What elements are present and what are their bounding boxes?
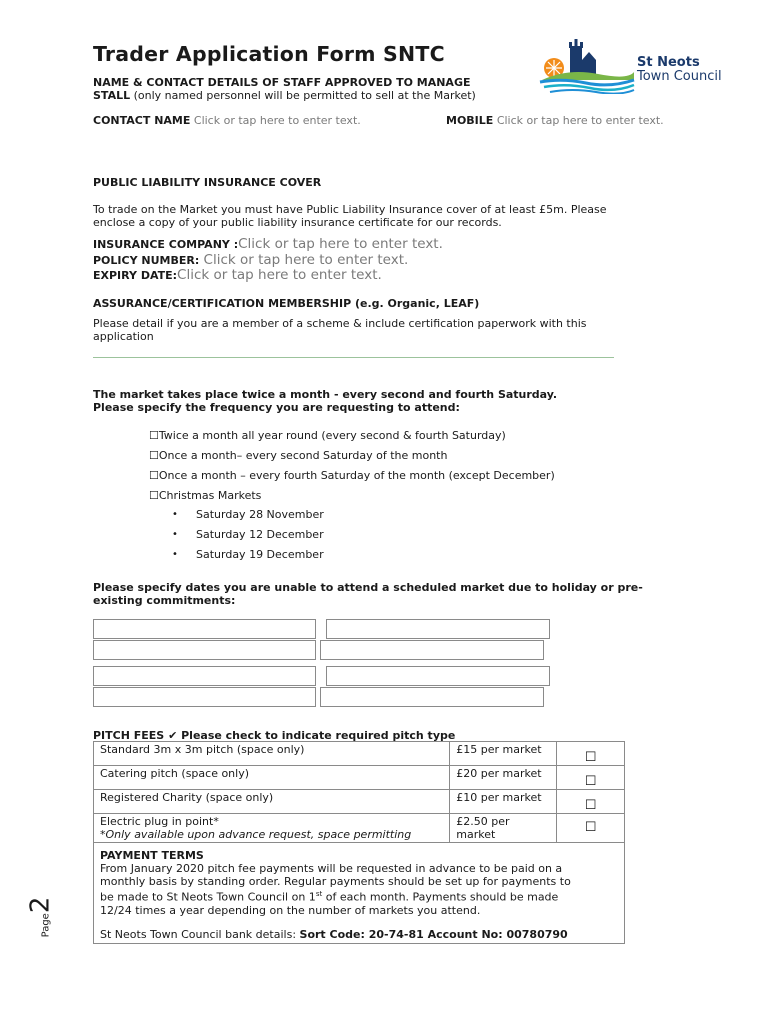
insurance-company-label: INSURANCE COMPANY : [93,238,239,251]
checkbox-icon[interactable]: ☐ [584,798,597,813]
frequency-option[interactable] [149,489,261,502]
payment-terms-line [100,888,618,904]
checkmark-icon: ✔ [168,729,178,742]
payment-terms-heading: PAYMENT TERMS [100,849,204,862]
payment-terms-text: be made to St Neots Town Council on 1 [100,890,316,904]
pitch-type-cell: Standard 3m x 3m pitch (space only) [94,742,450,766]
payment-terms-line: monthly basis by standing order. Regular payments should be set up for payments to [100,875,571,888]
logo-name-line1: St Neots [637,55,700,70]
insurance-company-row [93,237,443,253]
checkbox-icon[interactable]: ☐ [149,429,159,442]
table-row [94,766,625,790]
unavailable-date-field[interactable] [93,687,316,707]
payment-terms-row [94,843,625,944]
insurance-para-line1: To trade on the Market you must have Public Liability Insurance cover of at least £5m. Please [93,203,607,216]
unavailable-date-field[interactable] [93,640,316,660]
insurance-company-field[interactable]: Click or tap here to enter text. [238,236,443,252]
mobile-row [446,114,664,127]
christmas-date: Saturday 19 December [196,548,324,561]
pitch-checkbox-cell [557,814,625,843]
unavailable-date-field[interactable] [326,619,550,639]
bullet-icon: • [172,529,178,540]
contact-heading-line2 [93,89,476,102]
unavailable-date-field[interactable] [320,687,544,707]
insurance-para-line2: enclose a copy of your public liability insurance certificate for our records. [93,216,502,229]
page-label-rotated [25,897,55,938]
form-title: Trader Application Form SNTC [93,42,445,66]
page-label [25,888,62,938]
pitch-fees-instruction: Please check to indicate required pitch type [177,729,456,742]
contact-heading [93,76,476,102]
pitch-price-cell: £2.50 per market [450,814,557,843]
contact-name-label: CONTACT NAME [93,114,191,127]
frequency-option-label: Once a month – every fourth Saturday of the month (except December) [158,469,555,482]
assurance-line1: Please detail if you are a member of a scheme & include certification paperwork with this [93,317,587,330]
policy-number-label: POLICY NUMBER: [93,253,200,267]
council-logo-graphic [538,38,636,94]
checkbox-icon[interactable]: ☐ [584,750,597,765]
bank-details-label: St Neots Town Council bank details: [100,927,300,941]
page-word: Page [40,913,52,938]
christmas-date: Saturday 12 December [196,528,324,541]
contact-heading-stall: STALL [93,89,131,102]
insurance-heading: PUBLIC LIABILITY INSURANCE COVER [93,176,322,189]
contact-heading-line1: NAME & CONTACT DETAILS OF STAFF APPROVED TO MANAGE [93,76,471,89]
table-row [94,814,625,843]
mobile-field[interactable]: Click or tap here to enter text. [496,114,664,127]
pitch-type-label: Electric plug in point* [100,815,219,828]
assurance-line2: application [93,330,154,343]
assurance-input-line[interactable] [93,357,614,358]
table-row [94,790,625,814]
payment-terms-cell [94,843,625,944]
ordinal-suffix: st [315,890,323,898]
frequency-option[interactable] [149,449,447,462]
pitch-checkbox-cell [557,790,625,814]
expiry-date-row [93,268,443,284]
payment-terms-text: of each month. Payments should be made [322,890,559,904]
table-row [94,742,625,766]
pitch-checkbox-cell [557,766,625,790]
frequency-heading [93,388,557,414]
checkbox-icon[interactable]: ☐ [149,489,159,502]
unavailable-date-field[interactable] [93,666,316,686]
unavailable-date-field[interactable] [320,640,544,660]
frequency-option[interactable] [149,429,506,442]
logo-name-line2: Town Council [637,69,722,84]
christmas-date: Saturday 28 November [196,508,324,521]
unavailable-date-field[interactable] [93,619,316,639]
checkbox-icon[interactable]: ☐ [584,820,597,835]
unavailable-heading-line1: Please specify dates you are unable to attend a scheduled market due to holiday or pre- [93,581,643,594]
checkbox-icon[interactable]: ☐ [584,774,597,789]
bullet-icon: • [172,509,178,520]
frequency-option[interactable] [149,469,555,482]
contact-name-row [93,114,361,127]
pitch-fees-table [93,741,625,944]
checkbox-icon[interactable]: ☐ [149,469,159,482]
policy-number-row [93,253,443,269]
insurance-fields [93,237,443,284]
frequency-option-label: Twice a month all year round (every second & fourth Saturday) [158,429,506,442]
pitch-checkbox-cell [557,742,625,766]
pitch-price-cell: £15 per market [450,742,557,766]
frequency-heading-line1: The market takes place twice a month - every second and fourth Saturday. [93,388,558,401]
pitch-type-cell [94,814,450,843]
bank-details-numbers: Sort Code: 20-74-81 Account No: 00780790 [299,927,568,941]
contact-heading-note: (only named personnel will be permitted to sell at the Market) [130,89,476,102]
unavailable-heading-line2: existing commitments: [93,594,236,607]
expiry-date-label: EXPIRY DATE: [93,269,178,282]
policy-number-field[interactable]: Click or tap here to enter text. [199,251,409,268]
council-logo [538,38,733,94]
pitch-price-cell: £10 per market [450,790,557,814]
pitch-type-cell: Registered Charity (space only) [94,790,450,814]
insurance-paragraph [93,203,607,229]
pitch-price-cell: £20 per market [450,766,557,790]
unavailable-heading [93,581,643,607]
frequency-option-label: Christmas Markets [158,489,262,502]
pitch-fees-title: PITCH FEES [93,729,169,742]
payment-terms-line: 12/24 times a year depending on the number of markets you attend. [100,903,481,917]
expiry-date-field[interactable]: Click or tap here to enter text. [177,267,382,283]
page-number: 2 [25,896,56,914]
unavailable-date-field[interactable] [326,666,550,686]
pitch-type-note: *Only available upon advance request, space permitting [100,828,412,841]
bank-details [100,928,618,941]
payment-terms-line: From January 2020 pitch fee payments will be requested in advance to be paid on a [100,862,563,875]
frequency-heading-line2: Please specify the frequency you are requesting to attend: [93,401,460,414]
checkbox-icon[interactable]: ☐ [149,449,159,462]
mobile-label: MOBILE [446,114,494,127]
pitch-type-cell: Catering pitch (space only) [94,766,450,790]
assurance-paragraph [93,317,587,343]
assurance-heading: ASSURANCE/CERTIFICATION MEMBERSHIP (e.g. Organic, LEAF) [93,297,480,310]
frequency-option-label: Once a month– every second Saturday of the month [158,449,448,462]
bullet-icon: • [172,549,178,560]
contact-name-field[interactable]: Click or tap here to enter text. [193,114,361,127]
